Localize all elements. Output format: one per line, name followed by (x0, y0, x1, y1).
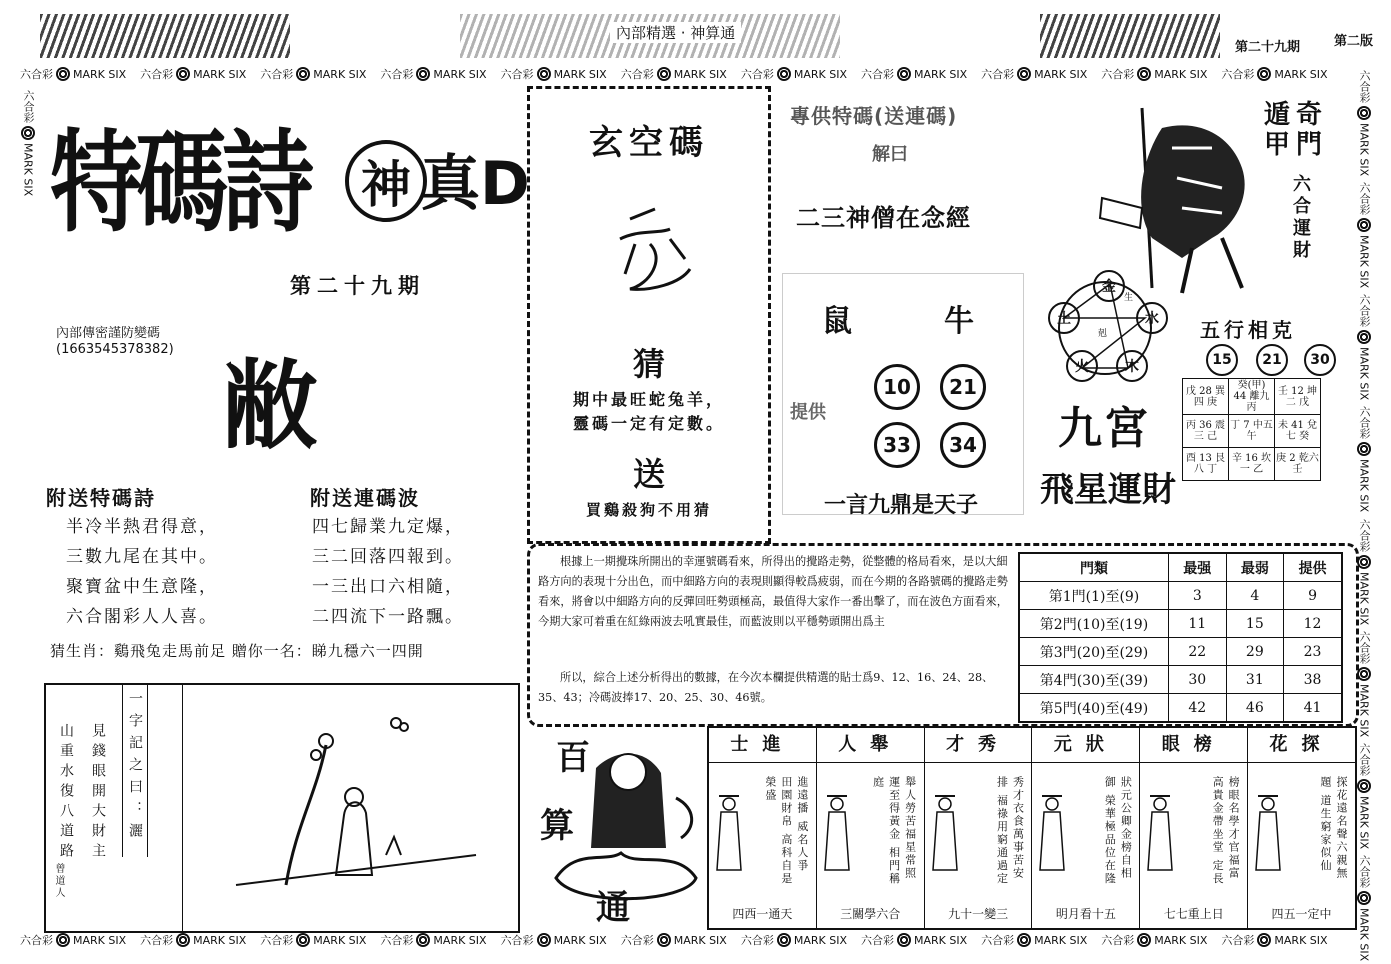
wuxing-number: 21 (1256, 344, 1288, 376)
scholar-footer: 九十一變三 (948, 907, 1009, 921)
edition-label: 第二版 (1334, 34, 1374, 49)
flower-icon (1017, 933, 1031, 947)
strip-en-label: MARK SIX (1034, 67, 1088, 81)
scholar-figure (823, 794, 851, 874)
strip-cn-label: 六合彩 (740, 934, 774, 947)
flower-icon (416, 933, 430, 947)
flower-icon (1017, 67, 1031, 81)
table-row (1019, 610, 1342, 638)
special-side: 提供 (790, 402, 826, 423)
header-decoration-left (40, 14, 290, 58)
strip-en-label: MARK SIX (1357, 347, 1371, 401)
scholar-title: 士進 (709, 728, 816, 763)
table-cell: 12 (1284, 610, 1342, 638)
right-mark-six-strip (1356, 70, 1380, 962)
send-label: 送 (632, 455, 665, 493)
scholar-text: 榜眼名學才官福富高貴金帶坐堂 定長 (1211, 776, 1241, 886)
send-text: 買鷄殺狗不用猜 (585, 501, 712, 519)
top-mark-six-strip (20, 64, 1370, 84)
mark-six-unit (20, 66, 126, 82)
scholar-text: 探花遠名聲六親無題 道生窮家似仙 (1318, 776, 1348, 880)
strip-cn-label: 六合彩 (140, 68, 174, 81)
scholar-column (925, 728, 1033, 928)
poem2-line: 四七歸業九定爆， (312, 517, 464, 537)
table-row (1019, 694, 1342, 723)
scholar-footer: 三關學六合 (840, 907, 901, 921)
strip-cn-label: 六合彩 (140, 934, 174, 947)
riddle-divider (182, 685, 183, 931)
table-cell: 41 (1284, 694, 1342, 723)
scholar-column (1032, 728, 1140, 928)
table-cell: 3 (1169, 582, 1227, 610)
xuankong-line2: 靈碼一定有定數。 (572, 414, 725, 433)
flower-icon (296, 67, 310, 81)
flower-icon (1137, 67, 1151, 81)
wuxing-number: 30 (1304, 344, 1336, 376)
table-cell: 第3門(20)至(29) (1019, 638, 1169, 666)
strip-cn-label: 六合彩 (1101, 934, 1135, 947)
table-cell: 9 (1284, 582, 1342, 610)
guess-zodiac: 猜生肖：鷄飛兔走馬前足 贈你一名：睇九穩六一四開 (50, 642, 424, 660)
mark-six-unit (1221, 932, 1327, 948)
strip-cn-label: 六合彩 (1358, 854, 1371, 888)
flower-icon (1357, 891, 1371, 905)
flower-icon (1357, 330, 1371, 344)
element-metal: 金 (1093, 270, 1125, 302)
palace-cell: 丙 36 震三 己 (1183, 415, 1229, 448)
qimen-sub: 六合運財 (1290, 174, 1311, 262)
mark-six-unit (981, 932, 1087, 948)
wuxing-title: 五行相克 (1200, 318, 1296, 342)
special-header: 專供特碼(送連碼) (790, 104, 958, 128)
strip-cn-label: 六合彩 (620, 934, 654, 947)
header-title: 內部精選 · 神算通 (610, 22, 741, 43)
table-header: 提供 (1284, 553, 1342, 582)
table-cell: 第1門(1)至(9) (1019, 582, 1169, 610)
scholar-title: 人舉 (817, 728, 924, 763)
strip-cn-label: 六合彩 (1221, 68, 1255, 81)
poem1 (66, 512, 218, 632)
flower-icon (897, 933, 911, 947)
strip-en-label: MARK SIX (1357, 235, 1371, 289)
riddle-signature: 曾道人 (53, 863, 64, 899)
scholar-title: 花探 (1248, 728, 1355, 763)
special-number: 10 (874, 364, 920, 410)
table-row (1019, 638, 1342, 666)
mark-six-unit (260, 66, 366, 82)
table-cell: 38 (1284, 666, 1342, 694)
issue-label: 第二十九期 (290, 273, 425, 298)
special-number: 33 (874, 422, 920, 468)
scholar-figure (931, 794, 959, 874)
strip-cn-label: 六合彩 (20, 68, 53, 81)
flower-icon (296, 933, 310, 947)
flower-icon (657, 67, 671, 81)
xuankong-glyph (610, 199, 700, 299)
strip-en-label: MARK SIX (1357, 571, 1371, 625)
scholar-figure (1146, 794, 1174, 874)
analysis-p2: 所以，綜合上述分析得出的數據，在今次本欄提供精選的貼士爲9、12、16、24、28、35、43；冷碼波捧17、20、25、30、46號。 (538, 671, 994, 704)
xuankong-box (527, 86, 771, 544)
animal-ox: 牛 (944, 304, 974, 339)
flower-icon (176, 67, 190, 81)
element-center-tag: 剋 (1098, 329, 1108, 339)
scholar-text: 舉人勞苦福星常照 運至得黃金 相門稱庭 (871, 776, 917, 886)
mark-six-unit (260, 932, 366, 948)
analysis-p1: 根據上一期攪珠所開出的幸運號碼看來，所得出的攪路走勢，從整體的格局看來，是以大細路方向的表現十分出色，而中細路方向的表現則顯得較爲疲弱，而在今期的各路號碼的攪路走勢看來，將會以中細路方向的反彈回旺勢頭極高，最值得大家作一番出擊了，而在波色方面看來，今期大家可着重在紅綠兩波去吼實最佳，而藍波則以平穩勢頭開出爲主 (538, 555, 1008, 628)
flower-icon (176, 933, 190, 947)
table-row (1019, 666, 1342, 694)
strip-cn-label: 六合彩 (620, 68, 654, 81)
strip-en-label: MARK SIX (313, 67, 367, 81)
mark-six-unit (380, 66, 486, 82)
poem1-line: 三數九尾在其中。 (66, 547, 218, 567)
analysis-box (527, 543, 1359, 727)
table-row (1019, 582, 1342, 610)
element-wood: 木 (1116, 350, 1148, 382)
baisuan-char: 算 (540, 806, 574, 846)
guess-label: 猜 (632, 345, 665, 383)
strip-cn-label: 六合彩 (981, 68, 1015, 81)
palace-cell: 戊 28 巽四 庚 (1183, 379, 1229, 415)
special-number: 34 (940, 422, 986, 468)
title-stamp: 神 (345, 140, 427, 222)
strip-cn-label: 六合彩 (260, 68, 294, 81)
phone-number: (1663545378382) (56, 342, 174, 357)
table-cell: 4 (1226, 582, 1284, 610)
mark-six-unit (1101, 66, 1207, 82)
strip-en-label: MARK SIX (193, 67, 247, 81)
flower-icon (537, 67, 551, 81)
scholar-figure (1254, 794, 1282, 874)
strip-cn-label: 六合彩 (20, 934, 53, 947)
flower-icon (777, 67, 791, 81)
element-earth: 土 (1048, 302, 1080, 334)
palace-cell: 癸(甲) 44 離九 丙 (1229, 379, 1275, 415)
scholar-column (1248, 728, 1355, 928)
strip-en-label: MARK SIX (193, 933, 247, 947)
strip-cn-label: 六合彩 (1358, 294, 1371, 328)
table-cell: 11 (1169, 610, 1227, 638)
jiugong-title: 九宮 (1058, 403, 1150, 454)
strip-en-label: MARK SIX (21, 143, 35, 197)
mark-six-unit (140, 66, 246, 82)
table-header: 門類 (1019, 553, 1169, 582)
scholars-grid (707, 726, 1357, 930)
strip-en-label: MARK SIX (913, 67, 968, 81)
scholar-column (709, 728, 817, 928)
flower-icon (1357, 555, 1371, 569)
flower-icon (1357, 218, 1371, 232)
wuxing-number: 15 (1206, 344, 1238, 376)
mark-six-unit (1356, 406, 1372, 512)
xuankong-line1: 期中最旺蛇兔羊， (572, 390, 725, 409)
strip-en-label: MARK SIX (1357, 795, 1371, 849)
flower-icon (777, 933, 791, 947)
strip-cn-label: 六合彩 (1221, 934, 1255, 947)
scholar-text: 進遠播 威名人爭 田園財帛 高科自是 榮盛 (763, 776, 809, 886)
scholar-text: 狀元公卿金榜自相御 榮華極品位在隆 (1103, 776, 1133, 886)
scholar-footer: 四五一定中 (1271, 907, 1332, 921)
strip-en-label: MARK SIX (913, 933, 968, 947)
poem1-heading: 附送特碼詩 (46, 486, 156, 510)
special-phrase: 二三神僧在念經 (796, 204, 971, 232)
palace-cell: 辛 16 坎一 乙 (1229, 448, 1275, 481)
mark-six-unit (1101, 932, 1207, 948)
flower-icon (537, 933, 551, 947)
flower-icon (1257, 933, 1271, 947)
palace-cell: 未 41 兌七 癸 (1275, 415, 1321, 448)
mark-six-unit (981, 66, 1087, 82)
strip-en-label: MARK SIX (313, 933, 367, 947)
table-header: 最弱 (1226, 553, 1284, 582)
strip-cn-label: 六合彩 (860, 934, 894, 947)
flower-icon (1257, 67, 1271, 81)
flower-icon (56, 933, 70, 947)
scholar-title: 眼榜 (1140, 728, 1247, 763)
table-cell: 第4門(30)至(39) (1019, 666, 1169, 694)
mark-six-unit (501, 66, 607, 82)
header-decoration-right (1040, 14, 1220, 58)
poem1-line: 六合閣彩人人喜。 (66, 607, 218, 627)
flower-icon (1137, 933, 1151, 947)
table-cell: 22 (1169, 638, 1227, 666)
palace-cell: 酉 13 艮八 丁 (1183, 448, 1229, 481)
strip-en-label: MARK SIX (433, 67, 487, 81)
scholar-footer: 明月看十五 (1055, 907, 1116, 921)
strip-en-label: MARK SIX (1154, 67, 1208, 81)
qimen-title-b-text: 遁甲 (1264, 100, 1291, 160)
strip-cn-label: 六合彩 (380, 934, 414, 947)
flower-icon (416, 67, 430, 81)
table-cell: 31 (1226, 666, 1284, 694)
flower-icon (1357, 779, 1371, 793)
mark-six-unit (1221, 66, 1327, 82)
strip-cn-label: 六合彩 (260, 934, 294, 947)
mark-six-unit (140, 932, 246, 948)
scholar-column (817, 728, 925, 928)
scholar-column (1140, 728, 1248, 928)
poem2 (312, 512, 464, 632)
qimen-title-a-text: 奇門 (1296, 100, 1323, 160)
strip-en-label: MARK SIX (73, 67, 127, 81)
special-number: 21 (940, 364, 986, 410)
flower-icon (1357, 442, 1371, 456)
scholar-title: 元狀 (1032, 728, 1139, 763)
table-cell: 15 (1226, 610, 1284, 638)
mark-six-unit (741, 932, 847, 948)
sage-illustration (226, 705, 486, 905)
strip-en-label: MARK SIX (1154, 933, 1208, 947)
flower-icon (657, 933, 671, 947)
palace-cell: 庚 2 乾六 壬 (1275, 448, 1321, 481)
strip-en-label: MARK SIX (1274, 933, 1328, 947)
qimen-title-b (1264, 100, 1294, 160)
table-header: 最强 (1169, 553, 1227, 582)
riddle-box (44, 683, 520, 933)
strip-cn-label: 六合彩 (740, 68, 774, 81)
special-bottom: 一言九鼎是天子 (824, 493, 979, 518)
poem2-heading: 附送連碼波 (310, 486, 420, 510)
scholar-title: 才秀 (925, 728, 1032, 763)
mark-six-unit (741, 66, 847, 82)
strip-en-label: MARK SIX (673, 933, 727, 947)
poem1-line: 半冷半熱君得意， (66, 517, 218, 537)
riddle-col-1: 見錢眼開大財主 (90, 723, 106, 863)
palace-cell: 壬 12 坤二 戊 (1275, 379, 1321, 415)
flower-icon (1357, 106, 1371, 120)
strip-en-label: MARK SIX (1357, 907, 1371, 962)
warrior-illustration (1092, 88, 1272, 298)
poem1-line: 聚寶盆中生意隆， (66, 577, 218, 597)
strip-en-label: MARK SIX (1357, 683, 1371, 737)
scholar-footer: 七七重上日 (1163, 907, 1224, 921)
strip-en-label: MARK SIX (553, 933, 607, 947)
element-water: 水 (1136, 302, 1168, 334)
strip-en-label: MARK SIX (433, 933, 487, 947)
strip-en-label: MARK SIX (1274, 67, 1328, 81)
mark-six-unit (861, 932, 967, 948)
strip-en-label: MARK SIX (1357, 459, 1371, 513)
animal-rat: 鼠 (822, 304, 852, 339)
strip-en-label: MARK SIX (553, 67, 607, 81)
big-character: 敝 (222, 350, 314, 462)
xuankong-title: 玄空碼 (589, 123, 709, 163)
mark-six-unit (1356, 294, 1372, 400)
strip-en-label: MARK SIX (1034, 933, 1088, 947)
door-table (1018, 552, 1343, 723)
mark-six-unit (621, 66, 727, 82)
strip-cn-label: 六合彩 (22, 90, 35, 123)
baisuan-char: 通 (596, 888, 630, 928)
main-title-text: 特碼詩 (50, 119, 309, 248)
issue-number: 第二十九期 (1235, 40, 1301, 55)
baisuan-char: 百 (556, 738, 590, 778)
table-cell: 23 (1284, 638, 1342, 666)
mark-six-unit (380, 932, 486, 948)
jiugong-subtitle: 飛星運財 (1040, 470, 1176, 510)
table-cell: 46 (1226, 694, 1284, 723)
riddle-title: 一字記之曰：灑 (122, 685, 148, 857)
qimen-title-a (1296, 100, 1326, 160)
table-cell: 第2門(10)至(19) (1019, 610, 1169, 638)
title-suffix: 真D (420, 149, 530, 219)
strip-cn-label: 六合彩 (1358, 742, 1371, 776)
table-cell: 第5門(40)至(49) (1019, 694, 1169, 723)
element-fire: 火 (1066, 350, 1098, 382)
scholar-footer: 四西一通天 (732, 907, 793, 921)
table-cell: 42 (1169, 694, 1227, 723)
strip-en-label: MARK SIX (673, 67, 727, 81)
special-block (782, 88, 1022, 528)
nine-palace-grid (1182, 378, 1321, 481)
flower-icon (1357, 667, 1371, 681)
flower-icon (56, 67, 70, 81)
poem2-line: 三二回落四報到。 (312, 547, 464, 567)
strip-cn-label: 六合彩 (981, 934, 1015, 947)
riddle-col-2: 山重水復八道路 (58, 723, 74, 863)
flower-icon (21, 126, 35, 140)
strip-cn-label: 六合彩 (1358, 518, 1371, 552)
flower-icon (897, 67, 911, 81)
scholar-text: 秀才衣食萬事苦安排 福祿用窮通過定 (995, 776, 1025, 886)
mark-six-unit (861, 66, 967, 82)
scholar-figure (1038, 794, 1066, 874)
strip-cn-label: 六合彩 (380, 68, 414, 81)
scholar-figure (715, 794, 743, 874)
bottom-mark-six-strip (20, 930, 1370, 950)
mark-six-unit (1356, 743, 1372, 849)
strip-cn-label: 六合彩 (1358, 182, 1371, 216)
mark-six-unit (501, 932, 607, 948)
strip-cn-label: 六合彩 (860, 68, 894, 81)
element-gen-tag: 生 (1124, 293, 1134, 303)
left-mark-six-strip (20, 90, 44, 230)
special-sub: 解曰 (872, 144, 908, 165)
strip-cn-label: 六合彩 (1101, 68, 1135, 81)
strip-en-label: MARK SIX (793, 933, 847, 947)
mark-six-unit (621, 932, 727, 948)
secret-text: 內部傳密謹防變碼 (56, 326, 161, 341)
mark-six-unit (20, 90, 36, 196)
poem2-line: 一三出口六相隨， (312, 577, 464, 597)
strip-cn-label: 六合彩 (1358, 630, 1371, 664)
mark-six-unit (1356, 182, 1372, 288)
table-cell: 30 (1169, 666, 1227, 694)
main-title (50, 95, 308, 253)
strip-en-label: MARK SIX (793, 67, 847, 81)
mark-six-unit (1356, 855, 1372, 961)
mark-six-unit (1356, 70, 1372, 176)
palace-cell: 丁 7 中五 午 (1229, 415, 1275, 448)
strip-cn-label: 六合彩 (500, 68, 534, 81)
strip-cn-label: 六合彩 (1358, 406, 1371, 440)
strip-cn-label: 六合彩 (500, 934, 534, 947)
poem2-line: 二四流下一路飄。 (312, 607, 464, 627)
mark-six-unit (20, 932, 126, 948)
strip-cn-label: 六合彩 (1358, 70, 1371, 103)
table-cell: 29 (1226, 638, 1284, 666)
strip-en-label: MARK SIX (1357, 123, 1371, 177)
strip-en-label: MARK SIX (73, 933, 127, 947)
